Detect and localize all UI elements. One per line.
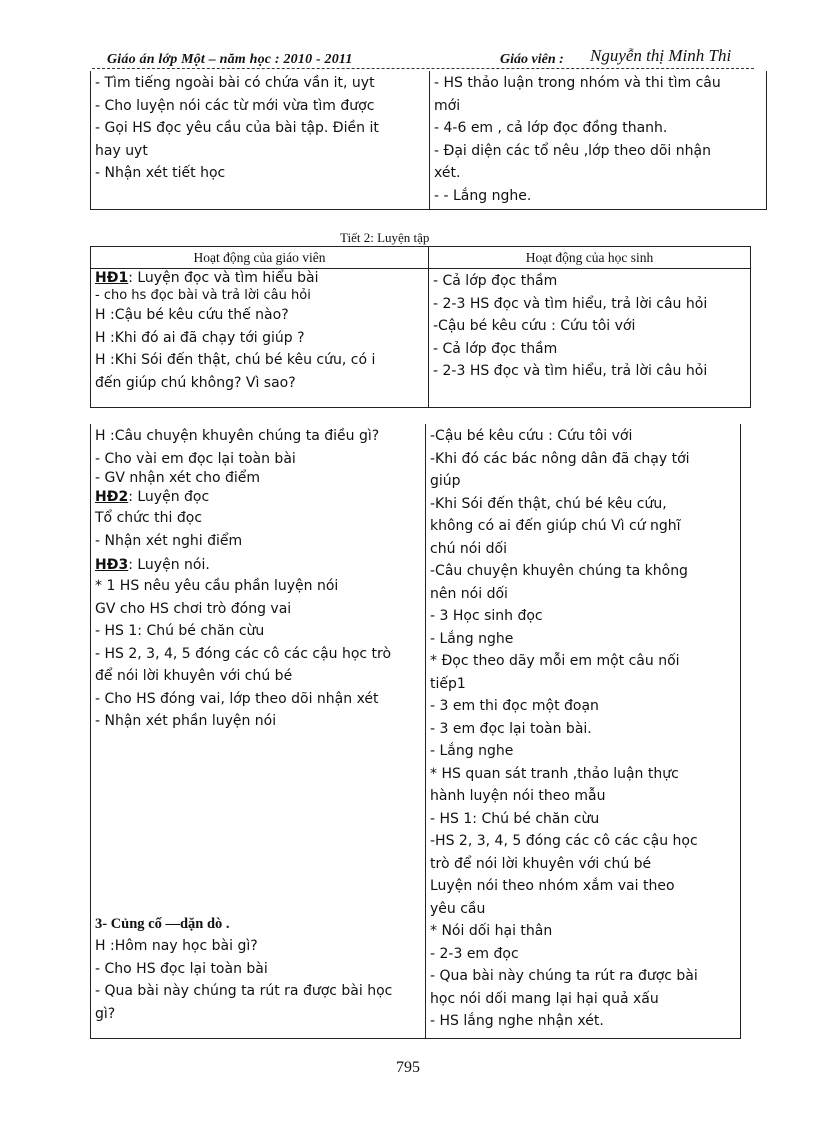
text-line: - 2-3 HS đọc và tìm hiểu, trả lời câu hỏi	[433, 295, 708, 312]
text-line: - Cả lớp đọc thầm	[433, 340, 558, 357]
text-line: * HS quan sát tranh ,thảo luận thực	[430, 765, 679, 782]
header-teacher-name: Nguyễn thị Minh Thi	[590, 46, 732, 65]
page-number: 795	[396, 1059, 420, 1076]
text-line: - Cho HS đọc lại toàn bài	[95, 960, 268, 977]
text-line: - HS 1: Chú bé chăn cừu	[430, 810, 600, 827]
text-line: - 2-3 HS đọc và tìm hiểu, trả lời câu hỏi	[433, 363, 708, 379]
text-line: đến giúp chú không? Vì sao?	[95, 374, 296, 391]
text-line: - 3 em thi đọc một đoạn	[430, 698, 599, 714]
text-line: -Khi đó các bác nông dân đã chạy tới	[430, 450, 690, 467]
text-line: - HS thảo luận trong nhóm và thi tìm câu	[434, 75, 721, 91]
text-line: để nói lời khuyên với chú bé	[95, 668, 293, 684]
text-line: giúp	[430, 473, 461, 489]
text-line: -Khi Sói đến thật, chú bé kêu cứu,	[430, 495, 667, 512]
text-line: - Lắng nghe	[430, 630, 514, 647]
text-line: - Nhận xét phần luyện nói	[95, 713, 277, 729]
text-line: không có ai đến giúp chú Vì cứ nghĩ	[430, 518, 681, 534]
text-line: - Đại diện các tổ nêu ,lớp theo dõi nhận	[434, 142, 711, 159]
header-divider	[92, 68, 754, 69]
text-line: - Qua bài này chúng ta rút ra được bài	[430, 968, 698, 984]
student-activities-cell	[430, 71, 767, 210]
student-activities-cell	[426, 424, 741, 1039]
text-line: - 4-6 em , cả lớp đọc đồng thanh.	[434, 120, 668, 136]
text-line: mới	[434, 97, 461, 114]
activity-title: : Luyện nói.	[128, 557, 210, 573]
text-line: - Nhận xét nghi điểm	[95, 532, 243, 549]
text-line: trò để nói lời khuyên với chú bé	[430, 855, 652, 872]
lesson-table	[90, 246, 751, 408]
activity-title: : Luyện đọc và tìm hiểu bài	[128, 270, 319, 286]
text-line: * Đọc theo dãy mỗi em một câu nối	[430, 653, 680, 669]
teacher-column-header: Hoạt động của giáo viên	[91, 247, 429, 269]
lesson-table-continued	[90, 424, 741, 1039]
text-line: H :Hôm nay học bài gì?	[95, 938, 258, 954]
text-line: - 3 em đọc lại toàn bài.	[430, 720, 592, 737]
text-line: xét.	[434, 165, 461, 181]
text-line: gì?	[95, 1005, 116, 1022]
text-line: Luyện nói theo nhóm xắm vai theo	[430, 878, 675, 894]
text-line: * Nói dối hại thân	[430, 923, 553, 939]
teacher-activities-cell	[91, 71, 430, 210]
activity-label: HĐ2	[95, 489, 129, 505]
text-line: -Cậu bé kêu cứu : Cứu tôi với	[433, 318, 636, 334]
section-title: Tiết 2: Luyện tập	[340, 230, 430, 245]
text-line: nên nói dối	[430, 585, 508, 602]
text-line: H :Cậu bé kêu cứu thế nào?	[95, 307, 289, 323]
text-line: GV cho HS chơi trò đóng vai	[95, 600, 292, 617]
text-line: - HS 2, 3, 4, 5 đóng các cô các cậu học trò	[95, 645, 392, 662]
text-line: - Tìm tiếng ngoài bài có chứa vần it, uyt	[95, 75, 375, 91]
text-line: - 3 Học sinh đọc	[430, 608, 543, 624]
text-line: H :Khi Sói đến thật, chú bé kêu cứu, có i	[95, 352, 376, 368]
text-line: -Cậu bé kêu cứu : Cứu tôi với	[430, 428, 633, 444]
teacher-activities-cell	[91, 269, 429, 408]
continuation-table	[90, 71, 767, 210]
teacher-activities-cell	[91, 424, 426, 1039]
text-line: - Lắng nghe	[430, 743, 514, 759]
text-line: - Cho HS đóng vai, lớp theo dõi nhận xét	[95, 690, 379, 707]
text-line: yêu cầu	[430, 900, 486, 917]
text-line: - 2-3 em đọc	[430, 945, 519, 962]
text-line: H :Câu chuyện khuyên chúng ta điều gì?	[95, 428, 380, 444]
activity-heading	[95, 270, 424, 287]
text-line: - GV nhận xét cho điểm	[95, 470, 261, 486]
text-line: - Nhận xét tiết học	[95, 165, 226, 181]
text-line: - HS 1: Chú bé chăn cừu	[95, 623, 265, 639]
activity-label: HĐ3	[95, 557, 129, 573]
activity-heading	[95, 487, 421, 507]
text-line: hay uyt	[95, 142, 148, 159]
text-line: hành luyện nói theo mẫu	[430, 788, 606, 804]
student-activities-cell	[429, 269, 751, 408]
text-line: Tổ chức thi đọc	[95, 510, 203, 526]
text-line: tiếp1	[430, 675, 466, 692]
text-line: * 1 HS nêu yêu cầu phần luyện nói	[95, 578, 339, 594]
section-heading: 3- Củng cố —dặn dò .	[95, 915, 230, 932]
activity-heading	[95, 555, 421, 575]
text-line: - Cho vài em đọc lại toàn bài	[95, 450, 296, 467]
text-line: - Gọi HS đọc yêu cầu của bài tập. Điền it	[95, 120, 379, 136]
header-teacher-label: Giáo viên :	[500, 52, 564, 67]
text-line: chú nói dối	[430, 540, 508, 557]
header-course: Giáo án lớp Một – năm học : 2010 - 2011	[107, 52, 353, 67]
student-column-header: Hoạt động của học sinh	[429, 247, 751, 269]
text-line: - Cả lớp đọc thầm	[433, 273, 558, 289]
activity-title: : Luyện đọc	[128, 489, 210, 505]
text-line: học nói dối mang lại hại quả xấu	[430, 990, 659, 1007]
text-line: - cho hs đọc bài và trả lời câu hỏi	[95, 288, 311, 303]
activity-label: HĐ1	[95, 270, 129, 286]
text-line: -Câu chuyện khuyên chúng ta không	[430, 563, 688, 579]
text-line: -HS 2, 3, 4, 5 đóng các cô các cậu học	[430, 833, 698, 849]
text-line: - - Lắng nghe.	[434, 187, 532, 204]
text-line: - Qua bài này chúng ta rút ra được bài học	[95, 983, 393, 999]
text-line: H :Khi đó ai đã chạy tới giúp ?	[95, 329, 305, 346]
text-line: - Cho luyện nói các từ mới vừa tìm được	[95, 97, 375, 114]
text-line: - HS lắng nghe nhận xét.	[430, 1013, 604, 1029]
